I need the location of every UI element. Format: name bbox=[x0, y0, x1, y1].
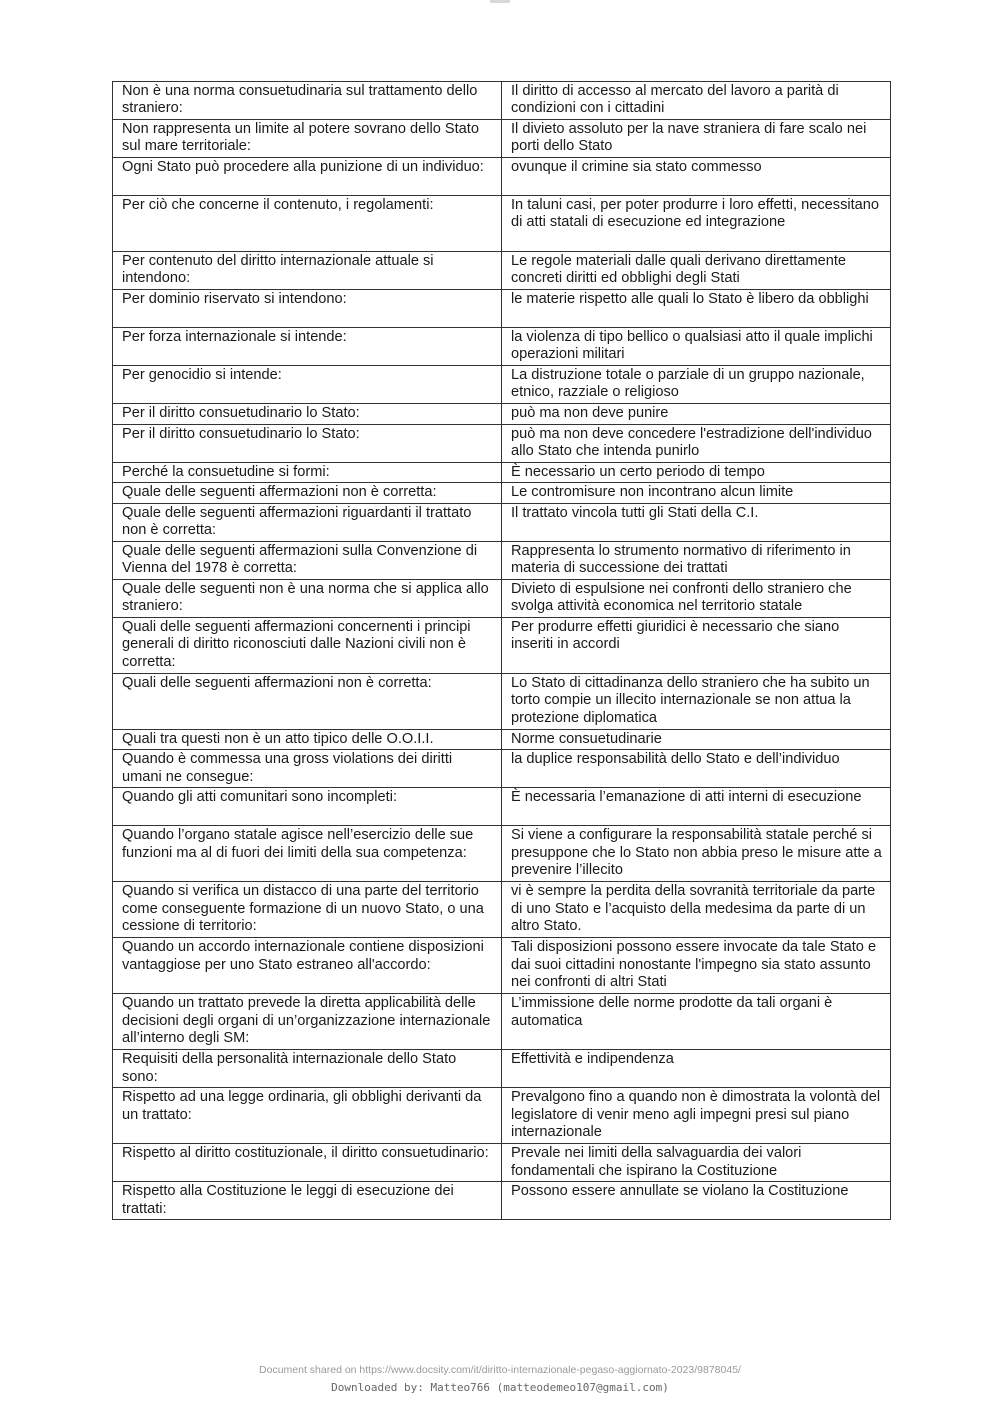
answer-cell: può ma non deve punire bbox=[502, 404, 891, 425]
question-cell: Per dominio riservato si intendono: bbox=[113, 290, 502, 328]
question-cell: Quale delle seguenti affermazioni riguardanti il trattato non è corretta: bbox=[113, 503, 502, 541]
question-cell: Quali delle seguenti affermazioni concernenti i principi generali di diritto riconosciuti dalle Nazioni civili non è corretta: bbox=[113, 617, 502, 673]
answer-cell: la violenza di tipo bellico o qualsiasi atto il quale implichi operazioni militari bbox=[502, 328, 891, 366]
answer-cell: Le regole materiali dalle quali derivano direttamente concreti diritti ed obblighi degli Stati bbox=[502, 252, 891, 290]
question-cell: Per contenuto del diritto internazionale attuale si intendono: bbox=[113, 252, 502, 290]
table-row bbox=[113, 120, 891, 158]
question-cell: Quale delle seguenti affermazioni non è corretta: bbox=[113, 483, 502, 503]
table-row bbox=[113, 463, 891, 483]
answer-cell: È necessaria l’emanazione di atti interni di esecuzione bbox=[502, 788, 891, 826]
answer-cell: vi è sempre la perdita della sovranità territoriale da parte di uno Stato e l’acquisto della medesima da parte di un altro Stato. bbox=[502, 882, 891, 938]
table-row bbox=[113, 328, 891, 366]
table-row bbox=[113, 579, 891, 617]
question-cell: Ogni Stato può procedere alla punizione di un individuo: bbox=[113, 158, 502, 196]
question-cell: Rispetto al diritto costituzionale, il diritto consuetudinario: bbox=[113, 1144, 502, 1182]
table-row bbox=[113, 1088, 891, 1144]
table-row bbox=[113, 290, 891, 328]
table-row bbox=[113, 994, 891, 1050]
answer-cell: Norme consuetudinarie bbox=[502, 729, 891, 749]
answer-cell: Tali disposizioni possono essere invocate da tale Stato e dai suoi cittadini nonostante l'impegno sia stato assunto nei confronti di altri Stati bbox=[502, 938, 891, 994]
answer-cell: Divieto di espulsione nei confronti dello straniero che svolga attività economica nel territorio statale bbox=[502, 579, 891, 617]
answer-cell: Si viene a configurare la responsabilità statale perché si presuppone che lo Stato non abbia preso le misure atte a prevenire l’illecito bbox=[502, 826, 891, 882]
answer-cell: Il divieto assoluto per la nave straniera di fare scalo nei porti dello Stato bbox=[502, 120, 891, 158]
answer-cell: Rappresenta lo strumento normativo di riferimento in materia di successione dei trattati bbox=[502, 541, 891, 579]
question-cell: Non rappresenta un limite al potere sovrano dello Stato sul mare territoriale: bbox=[113, 120, 502, 158]
question-cell: Rispetto alla Costituzione le leggi di esecuzione dei trattati: bbox=[113, 1182, 502, 1220]
table-row bbox=[113, 1050, 891, 1088]
question-cell: Quando è commessa una gross violations dei diritti umani ne consegue: bbox=[113, 750, 502, 788]
table-row bbox=[113, 673, 891, 729]
question-cell: Per forza internazionale si intende: bbox=[113, 328, 502, 366]
answer-cell: Il diritto di accesso al mercato del lavoro a parità di condizioni con i cittadini bbox=[502, 82, 891, 120]
question-cell: Per il diritto consuetudinario lo Stato: bbox=[113, 404, 502, 425]
table-row bbox=[113, 788, 891, 826]
question-cell: Per genocidio si intende: bbox=[113, 366, 502, 404]
answer-cell: Lo Stato di cittadinanza dello straniero che ha subito un torto compie un illecito internazionale se non attua la protezione diplomatica bbox=[502, 673, 891, 729]
answer-cell: Possono essere annullate se violano la Costituzione bbox=[502, 1182, 891, 1220]
question-cell: Quando un accordo internazionale contiene disposizioni vantaggiose per uno Stato estraneo all'accordo: bbox=[113, 938, 502, 994]
top-header-mark bbox=[490, 0, 510, 3]
table-row bbox=[113, 938, 891, 994]
question-cell: Per il diritto consuetudinario lo Stato: bbox=[113, 425, 502, 463]
table-row bbox=[113, 404, 891, 425]
question-cell: Quali delle seguenti affermazioni non è corretta: bbox=[113, 673, 502, 729]
answer-cell: Per produrre effetti giuridici è necessario che siano inseriti in accordi bbox=[502, 617, 891, 673]
table-row bbox=[113, 826, 891, 882]
table-row bbox=[113, 1144, 891, 1182]
answer-cell: Prevale nei limiti della salvaguardia dei valori fondamentali che ispirano la Costituzione bbox=[502, 1144, 891, 1182]
table-row bbox=[113, 158, 891, 196]
answer-cell: In taluni casi, per poter produrre i loro effetti, necessitano di atti statali di esecuzione ed integrazione bbox=[502, 196, 891, 252]
question-cell: Quale delle seguenti affermazioni sulla Convenzione di Vienna del 1978 è corretta: bbox=[113, 541, 502, 579]
table-row bbox=[113, 366, 891, 404]
question-cell: Requisiti della personalità internazionale dello Stato sono: bbox=[113, 1050, 502, 1088]
footer-downloaded-by: Downloaded by: Matteo766 (matteodemeo107@gmail.com) bbox=[331, 1381, 669, 1394]
answer-cell: Prevalgono fino a quando non è dimostrata la volontà del legislatore di venir meno agli impegni presi sul piano internazionale bbox=[502, 1088, 891, 1144]
answer-cell: ovunque il crimine sia stato commesso bbox=[502, 158, 891, 196]
question-cell: Rispetto ad una legge ordinaria, gli obblighi derivanti da un trattato: bbox=[113, 1088, 502, 1144]
answer-cell: può ma non deve concedere l'estradizione dell'individuo allo Stato che intenda punirlo bbox=[502, 425, 891, 463]
table-row bbox=[113, 617, 891, 673]
question-cell: Quali tra questi non è un atto tipico delle O.O.I.I. bbox=[113, 729, 502, 749]
answer-cell: Le contromisure non incontrano alcun limite bbox=[502, 483, 891, 503]
question-cell: Non è una norma consuetudinaria sul trattamento dello straniero: bbox=[113, 82, 502, 120]
table-row bbox=[113, 1182, 891, 1220]
answer-cell: le materie rispetto alle quali lo Stato è libero da obblighi bbox=[502, 290, 891, 328]
table-row bbox=[113, 483, 891, 503]
table-row bbox=[113, 503, 891, 541]
table-row bbox=[113, 882, 891, 938]
table-row bbox=[113, 541, 891, 579]
answer-cell: L’immissione delle norme prodotte da tali organi è automatica bbox=[502, 994, 891, 1050]
question-cell: Quale delle seguenti non è una norma che si applica allo straniero: bbox=[113, 579, 502, 617]
answer-cell: la duplice responsabilità dello Stato e dell’individuo bbox=[502, 750, 891, 788]
footer-shared-link[interactable]: Document shared on https://www.docsity.com/it/diritto-internazionale-pegaso-aggiornato-2023/9878045/ bbox=[259, 1364, 741, 1376]
answer-cell: Effettività e indipendenza bbox=[502, 1050, 891, 1088]
answer-cell: Il trattato vincola tutti gli Stati della C.I. bbox=[502, 503, 891, 541]
table-row bbox=[113, 82, 891, 120]
question-cell: Quando l’organo statale agisce nell’esercizio delle sue funzioni ma al di fuori dei limiti della sua competenza: bbox=[113, 826, 502, 882]
question-cell: Per ciò che concerne il contenuto, i regolamenti: bbox=[113, 196, 502, 252]
table-row bbox=[113, 425, 891, 463]
question-cell: Perché la consuetudine si formi: bbox=[113, 463, 502, 483]
question-cell: Quando un trattato prevede la diretta applicabilità delle decisioni degli organi di un’organizzazione internazionale all’interno degli SM: bbox=[113, 994, 502, 1050]
table-row bbox=[113, 252, 891, 290]
qa-table bbox=[112, 81, 891, 1220]
answer-cell: La distruzione totale o parziale di un gruppo nazionale, etnico, razziale o religioso bbox=[502, 366, 891, 404]
question-cell: Quando si verifica un distacco di una parte del territorio come conseguente formazione di un nuovo Stato, o una cessione di territorio: bbox=[113, 882, 502, 938]
table-row bbox=[113, 729, 891, 749]
table-row bbox=[113, 750, 891, 788]
table-row bbox=[113, 196, 891, 252]
question-cell: Quando gli atti comunitari sono incompleti: bbox=[113, 788, 502, 826]
answer-cell: È necessario un certo periodo di tempo bbox=[502, 463, 891, 483]
